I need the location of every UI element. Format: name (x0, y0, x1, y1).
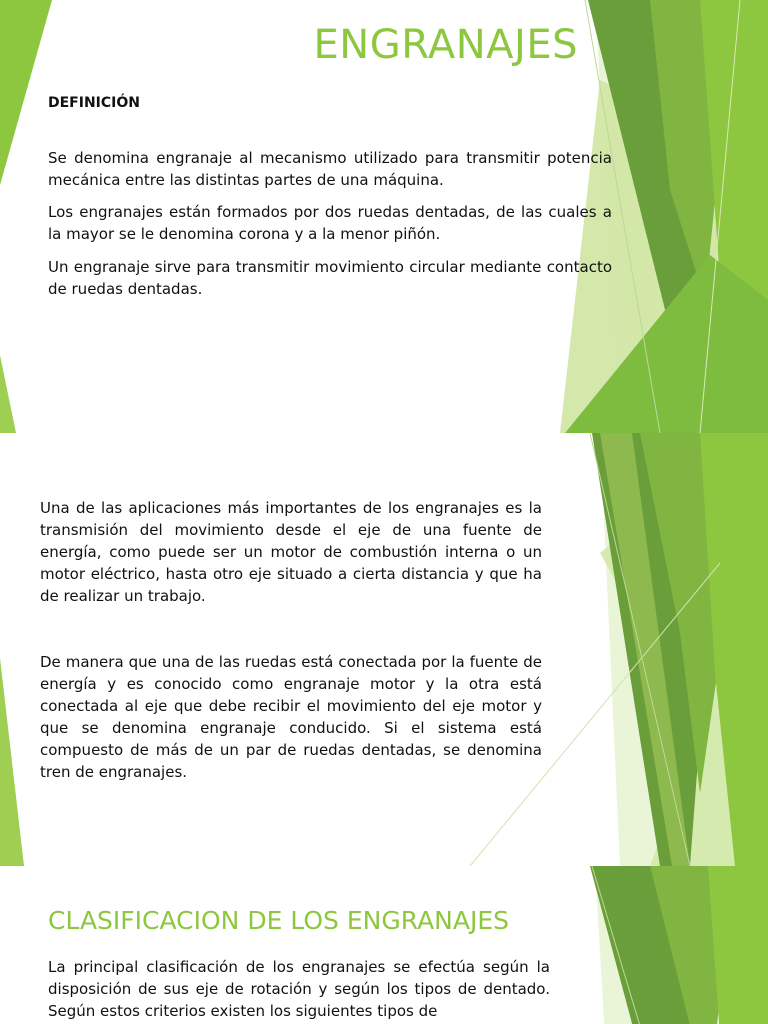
applications-paragraph-2: De manera que una de las ruedas está conectada por la fuente de energía y es conocido como engranaje motor y la otra está conectada al eje que debe recibir el movimiento del eje motor y que se denomina engranaje conducido. Si el sistema está compuesto de más de un par de ruedas dentadas, se denomina tren de engranajes. (40, 653, 542, 781)
slide-title: ENGRANAJES (313, 22, 578, 68)
definition-paragraph-2: Los engranajes están formados por dos ruedas dentadas, de las cuales a la mayor se le denomina corona y a la menor piñón. (48, 203, 612, 243)
slide-3 (0, 866, 768, 1024)
slide-1 (0, 0, 768, 433)
classification-paragraph: La principal clasificación de los engranajes se efectúa según la disposición de sus eje de rotación y según los tipos de dentado. Según estos criterios existen los siguientes tipos de (48, 958, 550, 1020)
definition-paragraph-1: Se denomina engranaje al mecanismo utilizado para transmitir potencia mecánica entre las distintas partes de una máquina. (48, 149, 612, 189)
left-green-stripe (0, 0, 52, 185)
applications-paragraph-1: Una de las aplicaciones más importantes de los engranajes es la transmisión del movimiento desde el eje de una fuente de energía, como puede ser un motor de combustión interna o un motor eléctrico, hasta otro eje situado a cierta distancia y que ha de realizar un trabajo. (40, 499, 542, 605)
definition-heading: DEFINICIÓN (48, 95, 140, 111)
classification-title: CLASIFICACION DE LOS ENGRANAJES (48, 906, 510, 935)
left-bottom-green-triangle (0, 658, 24, 866)
left-green-stripe-lower (0, 355, 16, 433)
slide-2 (0, 433, 768, 866)
definition-paragraph-3: Un engranaje sirve para transmitir movimiento circular mediante contacto de ruedas dentadas. (48, 258, 612, 298)
